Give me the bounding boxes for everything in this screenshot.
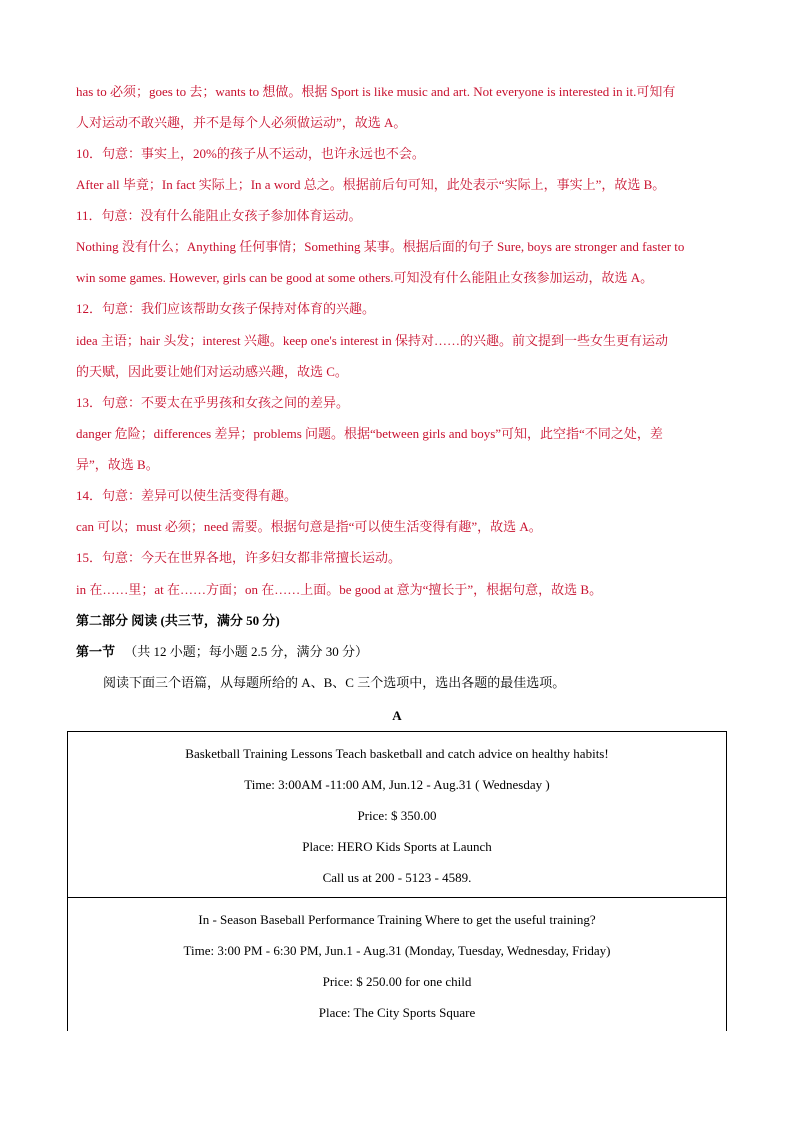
explanation-line: 异”，故选 B。: [76, 457, 159, 472]
explanation-line: 11．句意：没有什么能阻止女孩子参加体育运动。: [76, 208, 362, 223]
ad-place: Place: The City Sports Square: [318, 1005, 476, 1020]
section-instruction: 阅读下面三个语篇，从每题所给的 A、B、C 三个选项中，选出各题的最佳选项。: [103, 675, 566, 690]
ad-time: Time: 3:00AM -11:00 AM, Jun.12 - Aug.31 ( Wednesday ): [244, 777, 550, 792]
explanation-line: danger 危险；differences 差异；problems 问题。根据“between girls and boys”可知，此空指“不同之处，差: [76, 426, 663, 441]
sub-title-label: 第一节: [76, 644, 116, 659]
explanation-line: 14．句意：差异可以使生活变得有趣。: [76, 488, 298, 503]
explanation-line: After all 毕竟；In fact 实际上；In a word 总之。根据前后句可知，此处表示“实际上，事实上”，故选 B。: [76, 177, 666, 192]
section-part-title: 第二部分 阅读 (共三节，满分 50 分): [76, 613, 280, 628]
explanation-line: 人对运动不敢兴趣，并不是每个人必须做运动”，故选 A。: [76, 115, 407, 130]
ads-table: [67, 731, 727, 1031]
ad-headline: In - Season Baseball Performance Training Where to get the useful training?: [198, 912, 596, 927]
ad-price: Price: $ 250.00 for one child: [322, 974, 472, 989]
explanation-line: win some games. However, girls can be good at some others.可知没有什么能阻止女孩参加运动，故选 A。: [76, 270, 654, 285]
explanation-line: in 在……里；at 在……方面；on 在……上面。be good at 意为“擅长于”，根据句意，故选 B。: [76, 582, 603, 597]
ad-headline: Basketball Training Lessons Teach basketball and catch advice on healthy habits!: [185, 746, 609, 761]
sub-title-detail: （共 12 小题；每小题 2.5 分，满分 30 分）: [124, 644, 369, 659]
passage-label: A: [392, 708, 402, 723]
explanation-line: Nothing 没有什么；Anything 任何事情；Something 某事。根据后面的句子 Sure, boys are stronger and faster to: [76, 239, 685, 254]
explanation-line: 15．句意：今天在世界各地，许多妇女都非常擅长运动。: [76, 550, 402, 565]
explanation-line: 10．句意：事实上，20%的孩子从不运动，也许永远也不会。: [76, 146, 425, 161]
explanation-line: 12．句意：我们应该帮助女孩子保持对体育的兴趣。: [76, 301, 376, 316]
ad-price: Price: $ 350.00: [357, 808, 437, 823]
section-sub-title: [76, 642, 736, 662]
explanation-line: 的天赋，因此要让她们对运动感兴趣，故选 C。: [76, 364, 348, 379]
explanation-line: idea 主语；hair 头发；interest 兴趣。keep one's interest in 保持对……的兴趣。前文提到一些女生更有运动: [76, 333, 668, 348]
explanation-line: can 可以；must 必须；need 需要。根据句意是指“可以使生活变得有趣”，故选 A。: [76, 519, 542, 534]
ad-place: Place: HERO Kids Sports at Launch: [302, 839, 492, 854]
explanation-line: 13．句意：不要太在乎男孩和女孩之间的差异。: [76, 395, 350, 410]
ad-baseball: [68, 898, 726, 1032]
explanation-line: has to 必须；goes to 去；wants to 想做。根据 Sport is like music and art. Not everyone is interested in it.可知有: [76, 84, 676, 99]
ad-contact: Call us at 200 - 5123 - 4589.: [322, 870, 472, 885]
ad-basketball: [68, 732, 726, 898]
ad-time: Time: 3:00 PM - 6:30 PM, Jun.1 - Aug.31 (Monday, Tuesday, Wednesday, Friday): [183, 943, 611, 958]
